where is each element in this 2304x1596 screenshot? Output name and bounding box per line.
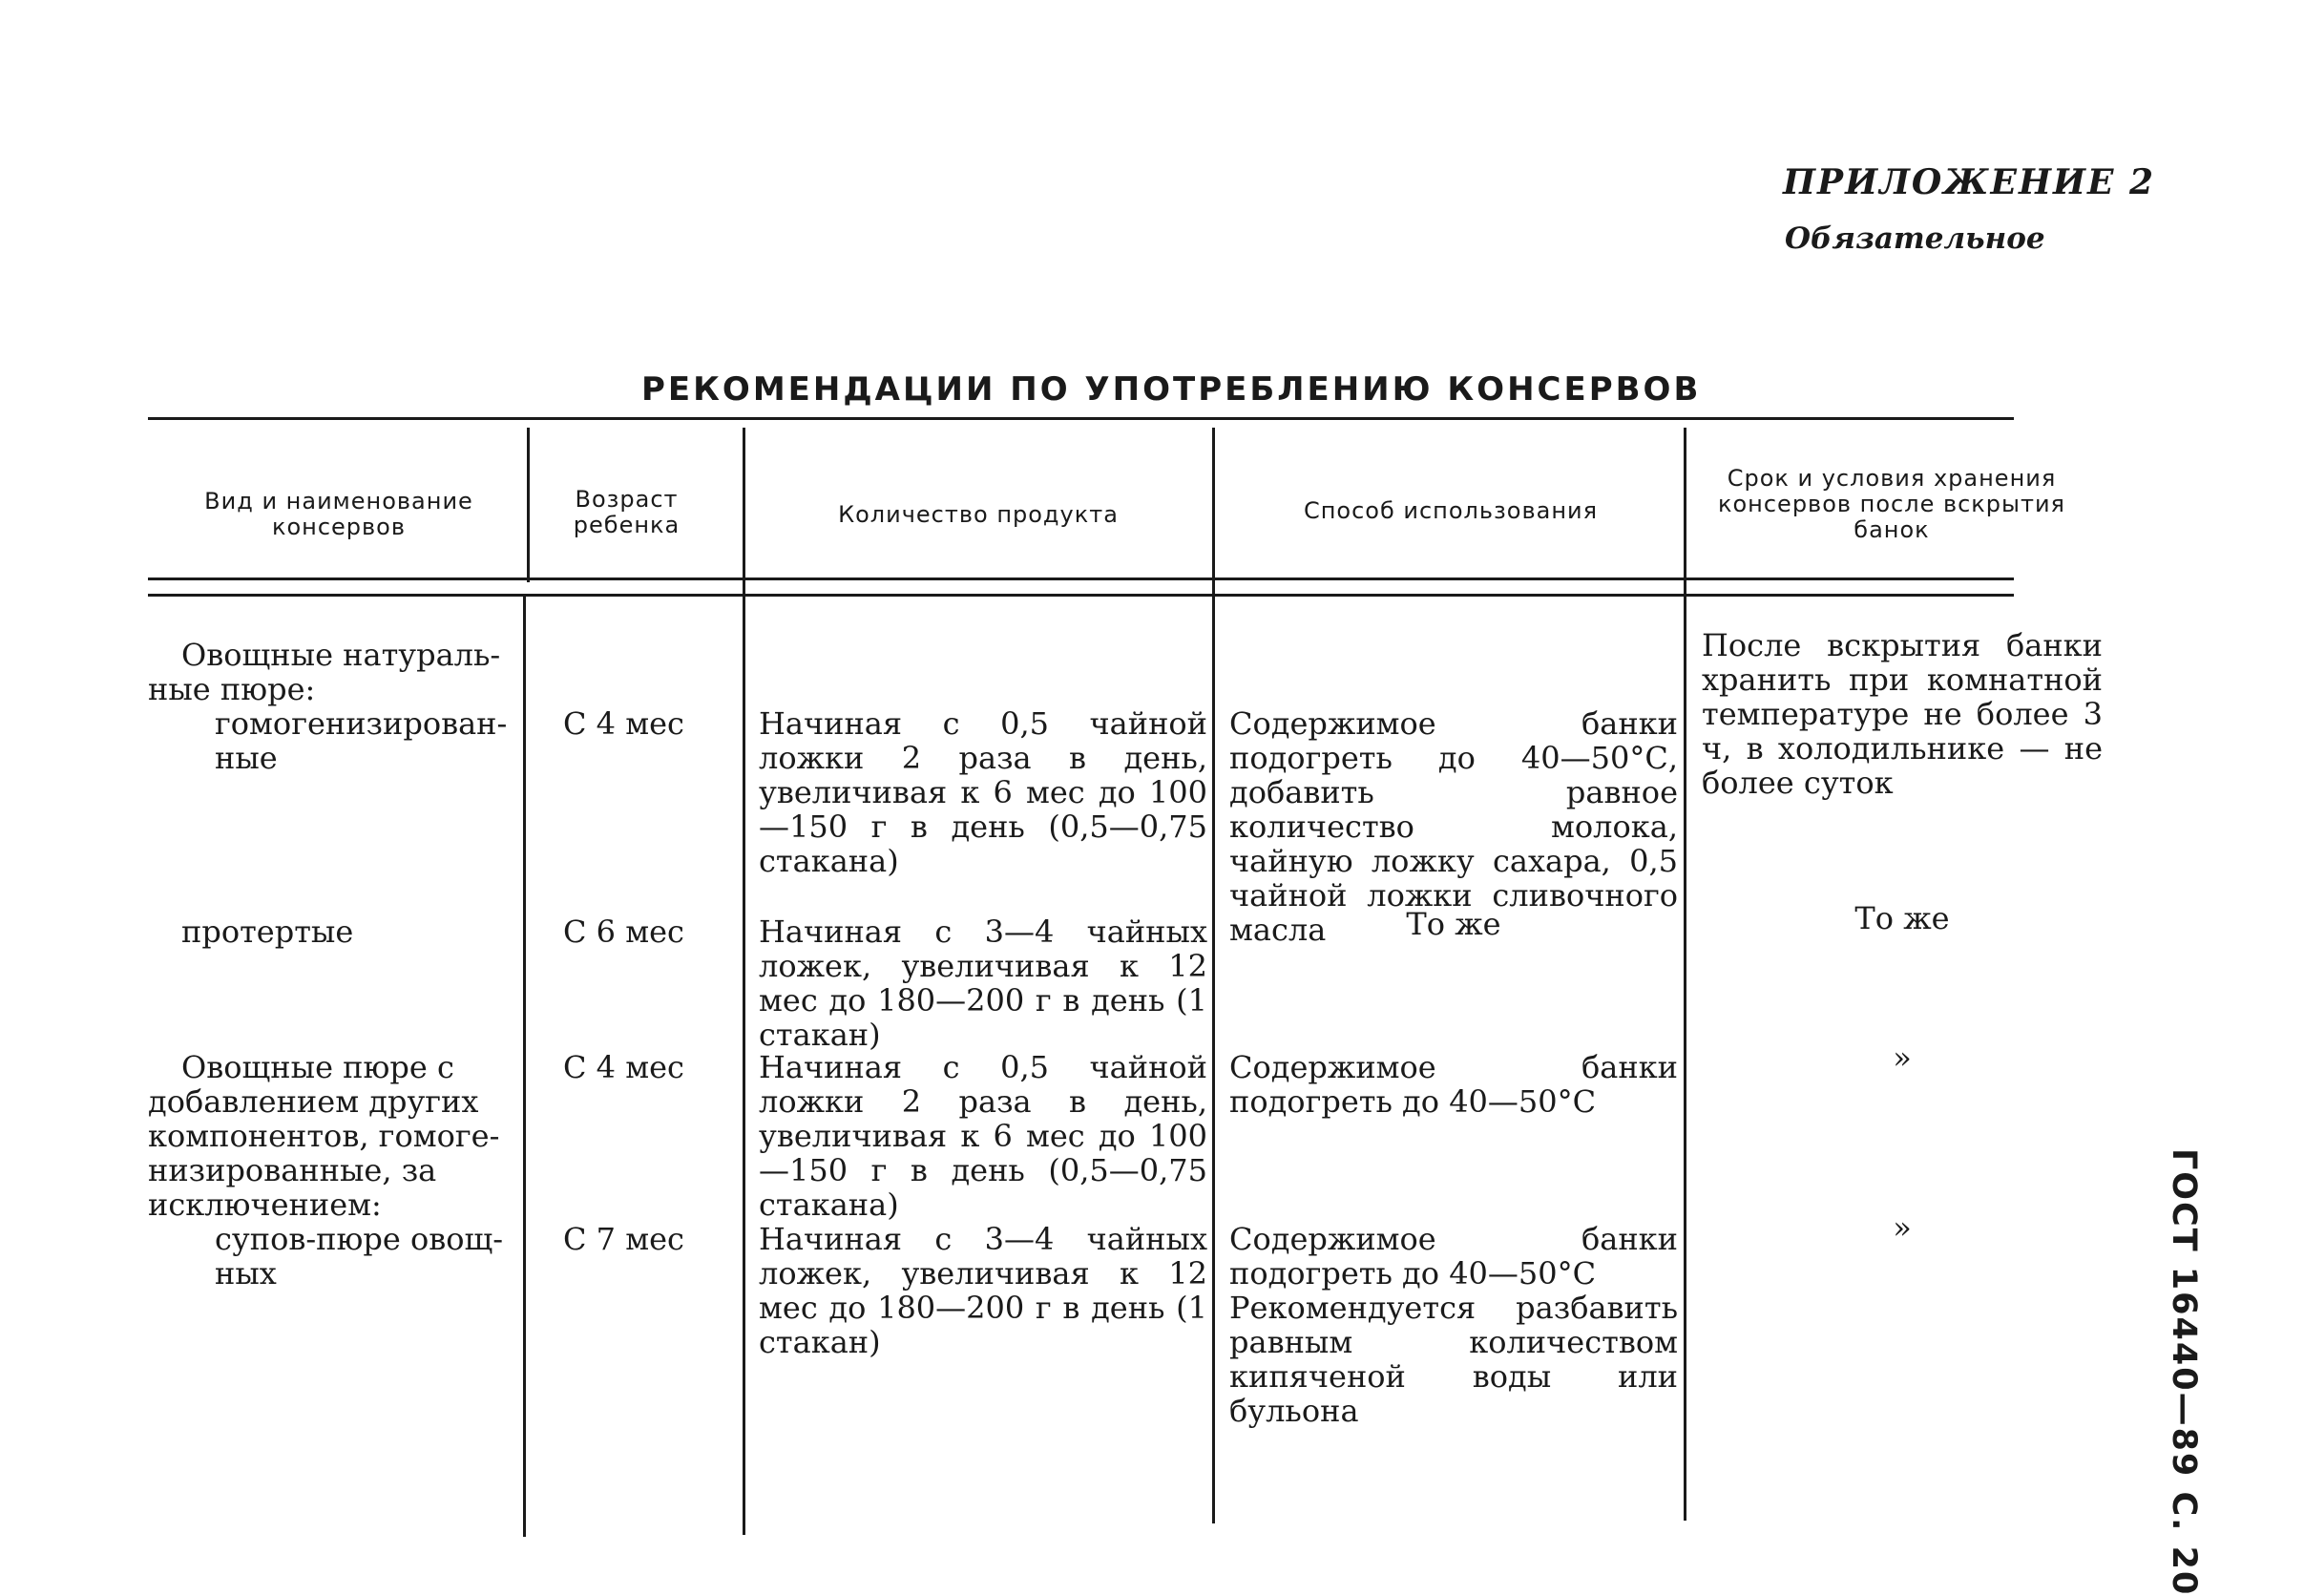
header-bottom-rule [148,578,2014,580]
storage-cell: То же [1854,900,1950,936]
product-subtype-line: супов-пюре овощ- [215,1221,504,1257]
usage-paragraph: Содержимое банки подогреть до 40—50°С [1229,1221,1678,1292]
quantity-cell: Начиная с 0,5 чайной ложки 2 раза в день, увеличивая к 6 мес до 100—150 г в день (0,5—0,75 стакана) [759,705,1207,879]
column-divider-1-body [523,597,526,1537]
storage-cell: После вскрытия банки хранить при комнатной температуре не более 3 ч, в холодильнике — не более суток [1702,627,2103,801]
table-top-rule [148,417,2014,420]
product-subtype: протертые [181,914,354,950]
column-divider-2 [743,428,745,1535]
product-line: Овощные пюре с [181,1049,454,1085]
age-cell: С 4 мес [563,1049,684,1085]
age-cell: С 7 мес [563,1221,684,1257]
quantity-cell: Начиная с 3—4 чайных ложек, увеличивая к 12 мес до 180—200 г в день (1 стакан) [759,1221,1207,1360]
product-subtype-line: ных [215,1255,277,1292]
quantity-cell: Начиная с 3—4 чайных ложек, увеличивая к 12 мес до 180—200 г в день (1 стакан) [759,914,1207,1053]
column-divider-1 [527,428,530,582]
usage-cell: Содержимое банки подогреть до 40—50°С, добавить равное количество молока, чайную ложку сахара, 0,5 чайной ложки сливочного масла [1229,705,1678,948]
column-header-product: Вид и наименование консервов [204,488,473,540]
gost-page-code: ГОСТ 16440—89 С. 20 [2165,1148,2203,1596]
appendix-label: ПРИЛОЖЕНИЕ 2 [1783,162,2156,202]
storage-cell: » [1893,1209,1912,1246]
column-divider-4 [1684,428,1686,1521]
column-header-quantity: Количество продукта [838,501,1119,528]
column-header-storage: Срок и условия хранения консервов после вскрытия банок [1717,465,2065,543]
product-subtype-line: гомогенизирован- [215,705,508,742]
product-line: Овощные натураль- [181,637,501,673]
column-divider-3 [1212,428,1215,1523]
product-line: добавлением других [148,1083,479,1120]
storage-cell: » [1893,1040,1912,1076]
product-line: исключением: [148,1186,382,1223]
age-cell: С 4 мес [563,705,684,742]
quantity-cell: Начиная с 0,5 чайной ложки 2 раза в день, увеличивая к 6 мес до 100—150 г в день (0,5—0,75 стакана) [759,1049,1207,1223]
column-header-usage: Способ использования [1303,497,1599,524]
document-title: РЕКОМЕНДАЦИИ ПО УПОТРЕБЛЕНИЮ КОНСЕРВОВ [641,370,1702,409]
table-row-product-vegetable-puree [148,637,515,776]
column-header-age: Возраст ребенка [573,486,681,538]
table-row-product-mixed-puree [148,1050,515,1291]
product-line: компонентов, гомоге- [148,1118,500,1154]
usage-cell [1229,1222,1678,1428]
usage-paragraph: Рекомендуется разбавить равным количеством кипяченой воды или бульона [1229,1290,1678,1429]
header-bottom-rule-double [148,594,2014,597]
product-subtype-line: ные [215,740,278,776]
age-cell: С 6 мес [563,914,684,950]
usage-cell: То же [1406,906,1501,942]
usage-cell: Содержимое банки подогреть до 40—50°С [1229,1049,1678,1120]
product-line: низированные, за [148,1152,437,1188]
product-line: ные пюре: [148,671,316,707]
appendix-status: Обязательное [1785,221,2045,256]
